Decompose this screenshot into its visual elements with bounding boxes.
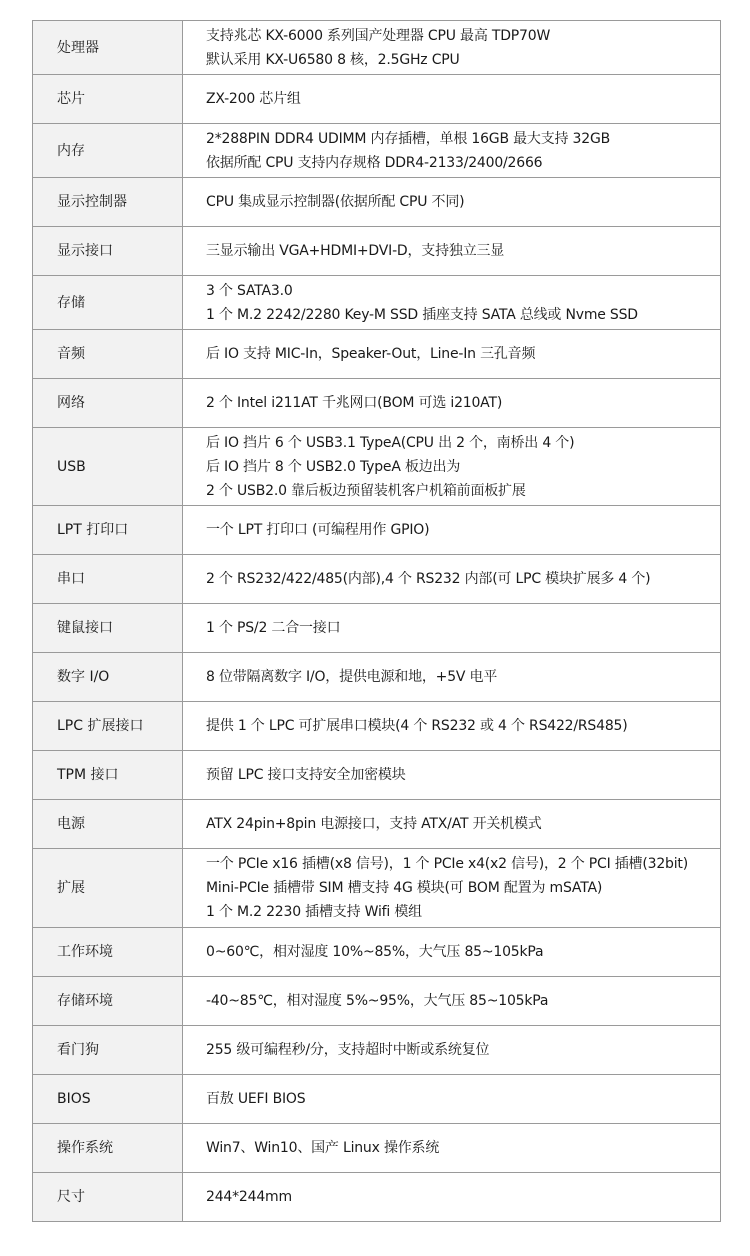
spec-value xyxy=(183,21,721,75)
spec-value-line: 一个 LPT 打印口 (可编程用作 GPIO) xyxy=(206,522,430,538)
spec-row xyxy=(33,428,721,506)
spec-value xyxy=(183,555,721,604)
spec-value-line: 预留 LPC 接口支持安全加密模块 xyxy=(206,767,406,783)
spec-row xyxy=(33,800,721,849)
spec-row xyxy=(33,124,721,178)
spec-value-line: 1 个 M.2 2242/2280 Key-M SSD 插座支持 SATA 总线或 Nvme SSD xyxy=(206,306,638,323)
spec-value xyxy=(183,1026,721,1075)
spec-value xyxy=(183,653,721,702)
spec-label: 网络 xyxy=(33,379,183,428)
spec-row xyxy=(33,604,721,653)
spec-value-line: 后 IO 挡片 8 个 USB2.0 TypeA 板边出为 xyxy=(206,458,461,475)
spec-value-line: 百敖 UEFI BIOS xyxy=(206,1091,306,1107)
spec-value-line: 2*288PIN DDR4 UDIMM 内存插槽，单根 16GB 最大支持 32GB xyxy=(206,130,611,147)
spec-value xyxy=(183,977,721,1026)
spec-label: 处理器 xyxy=(33,21,183,75)
spec-label: LPT 打印口 xyxy=(33,506,183,555)
spec-label: TPM 接口 xyxy=(33,751,183,800)
spec-value-line: 依据所配 CPU 支持内存规格 DDR4-2133/2400/2666 xyxy=(206,154,543,171)
spec-row xyxy=(33,1075,721,1124)
spec-value-line: 2 个 Intel i211AT 千兆网口(BOM 可选 i210AT) xyxy=(206,395,503,411)
spec-row xyxy=(33,379,721,428)
spec-row xyxy=(33,653,721,702)
spec-value-line: 2 个 RS232/422/485(内部),4 个 RS232 内部(可 LPC 模块扩展多 4 个) xyxy=(206,571,651,587)
spec-value xyxy=(183,178,721,227)
spec-label: 音频 xyxy=(33,330,183,379)
spec-value xyxy=(183,800,721,849)
spec-label: 芯片 xyxy=(33,75,183,124)
spec-value-line: 支持兆芯 KX-6000 系列国产处理器 CPU 最高 TDP70W xyxy=(206,27,551,44)
spec-value-line: 后 IO 挡片 6 个 USB3.1 TypeA(CPU 出 2 个，南桥出 4 个) xyxy=(206,434,575,451)
spec-value xyxy=(183,751,721,800)
spec-label: LPC 扩展接口 xyxy=(33,702,183,751)
spec-row xyxy=(33,21,721,75)
spec-value xyxy=(183,276,721,330)
spec-value xyxy=(183,1124,721,1173)
spec-value xyxy=(183,1173,721,1222)
spec-label: 电源 xyxy=(33,800,183,849)
spec-row xyxy=(33,75,721,124)
spec-row xyxy=(33,276,721,330)
spec-value xyxy=(183,330,721,379)
spec-row xyxy=(33,702,721,751)
spec-value xyxy=(183,428,721,506)
spec-label: 串口 xyxy=(33,555,183,604)
spec-value-line: 2 个 USB2.0 靠后板边预留装机客户机箱前面板扩展 xyxy=(206,482,526,499)
spec-table-body xyxy=(33,21,721,1222)
spec-label: 数字 I/O xyxy=(33,653,183,702)
spec-value xyxy=(183,702,721,751)
spec-value-line: 默认采用 KX-U6580 8 核，2.5GHz CPU xyxy=(206,51,460,68)
spec-value-line: 1 个 PS/2 二合一接口 xyxy=(206,620,341,636)
spec-value-line: -40~85℃，相对湿度 5%~95%，大气压 85~105kPa xyxy=(206,993,549,1009)
spec-value-line: 一个 PCIe x16 插槽(x8 信号)，1 个 PCIe x4(x2 信号)，2 个 PCI 插槽(32bit) xyxy=(206,856,688,872)
spec-value xyxy=(183,506,721,555)
spec-label: 操作系统 xyxy=(33,1124,183,1173)
spec-label: 内存 xyxy=(33,124,183,178)
spec-label: 扩展 xyxy=(33,849,183,928)
spec-label: 看门狗 xyxy=(33,1026,183,1075)
spec-row xyxy=(33,555,721,604)
spec-row xyxy=(33,178,721,227)
spec-label: 显示接口 xyxy=(33,227,183,276)
spec-label: 存储 xyxy=(33,276,183,330)
spec-label: 工作环境 xyxy=(33,928,183,977)
spec-row xyxy=(33,1173,721,1222)
spec-value-line: 提供 1 个 LPC 可扩展串口模块(4 个 RS232 或 4 个 RS422/RS485) xyxy=(206,718,628,734)
spec-value xyxy=(183,1075,721,1124)
spec-value-line: Win7、Win10、国产 Linux 操作系统 xyxy=(206,1140,440,1156)
spec-value xyxy=(183,379,721,428)
spec-value-line: 244*244mm xyxy=(206,1189,292,1205)
spec-label: BIOS xyxy=(33,1075,183,1124)
spec-value-line: 1 个 M.2 2230 插槽支持 Wifi 模组 xyxy=(206,904,422,920)
spec-row xyxy=(33,506,721,555)
spec-value xyxy=(183,124,721,178)
spec-value-line: 255 级可编程秒/分，支持超时中断或系统复位 xyxy=(206,1042,490,1058)
spec-label: 显示控制器 xyxy=(33,178,183,227)
spec-value xyxy=(183,849,721,928)
spec-row xyxy=(33,1124,721,1173)
spec-value xyxy=(183,75,721,124)
spec-label: 存储环境 xyxy=(33,977,183,1026)
spec-value-line: 8 位带隔离数字 I/O，提供电源和地，+5V 电平 xyxy=(206,669,498,685)
spec-label: 尺寸 xyxy=(33,1173,183,1222)
spec-label: USB xyxy=(33,428,183,506)
spec-row xyxy=(33,849,721,928)
spec-value-line: 后 IO 支持 MIC-In，Speaker-Out，Line-In 三孔音频 xyxy=(206,346,536,362)
spec-value-line: 三显示输出 VGA+HDMI+DVI-D，支持独立三显 xyxy=(206,243,505,259)
spec-row xyxy=(33,928,721,977)
spec-row xyxy=(33,330,721,379)
spec-row xyxy=(33,1026,721,1075)
spec-row xyxy=(33,227,721,276)
spec-value-line: Mini-PCIe 插槽带 SIM 槽支持 4G 模块(可 BOM 配置为 mSATA) xyxy=(206,880,603,896)
spec-label: 键鼠接口 xyxy=(33,604,183,653)
spec-value xyxy=(183,227,721,276)
spec-value xyxy=(183,604,721,653)
spec-value-line: CPU 集成显示控制器(依据所配 CPU 不同) xyxy=(206,194,465,210)
spec-row xyxy=(33,977,721,1026)
spec-value-line: 3 个 SATA3.0 xyxy=(206,282,293,299)
spec-table xyxy=(32,20,721,1222)
spec-value xyxy=(183,928,721,977)
spec-value-line: ZX-200 芯片组 xyxy=(206,91,301,107)
spec-row xyxy=(33,751,721,800)
spec-value-line: 0~60℃，相对湿度 10%~85%，大气压 85~105kPa xyxy=(206,944,544,960)
spec-value-line: ATX 24pin+8pin 电源接口，支持 ATX/AT 开关机模式 xyxy=(206,816,542,832)
